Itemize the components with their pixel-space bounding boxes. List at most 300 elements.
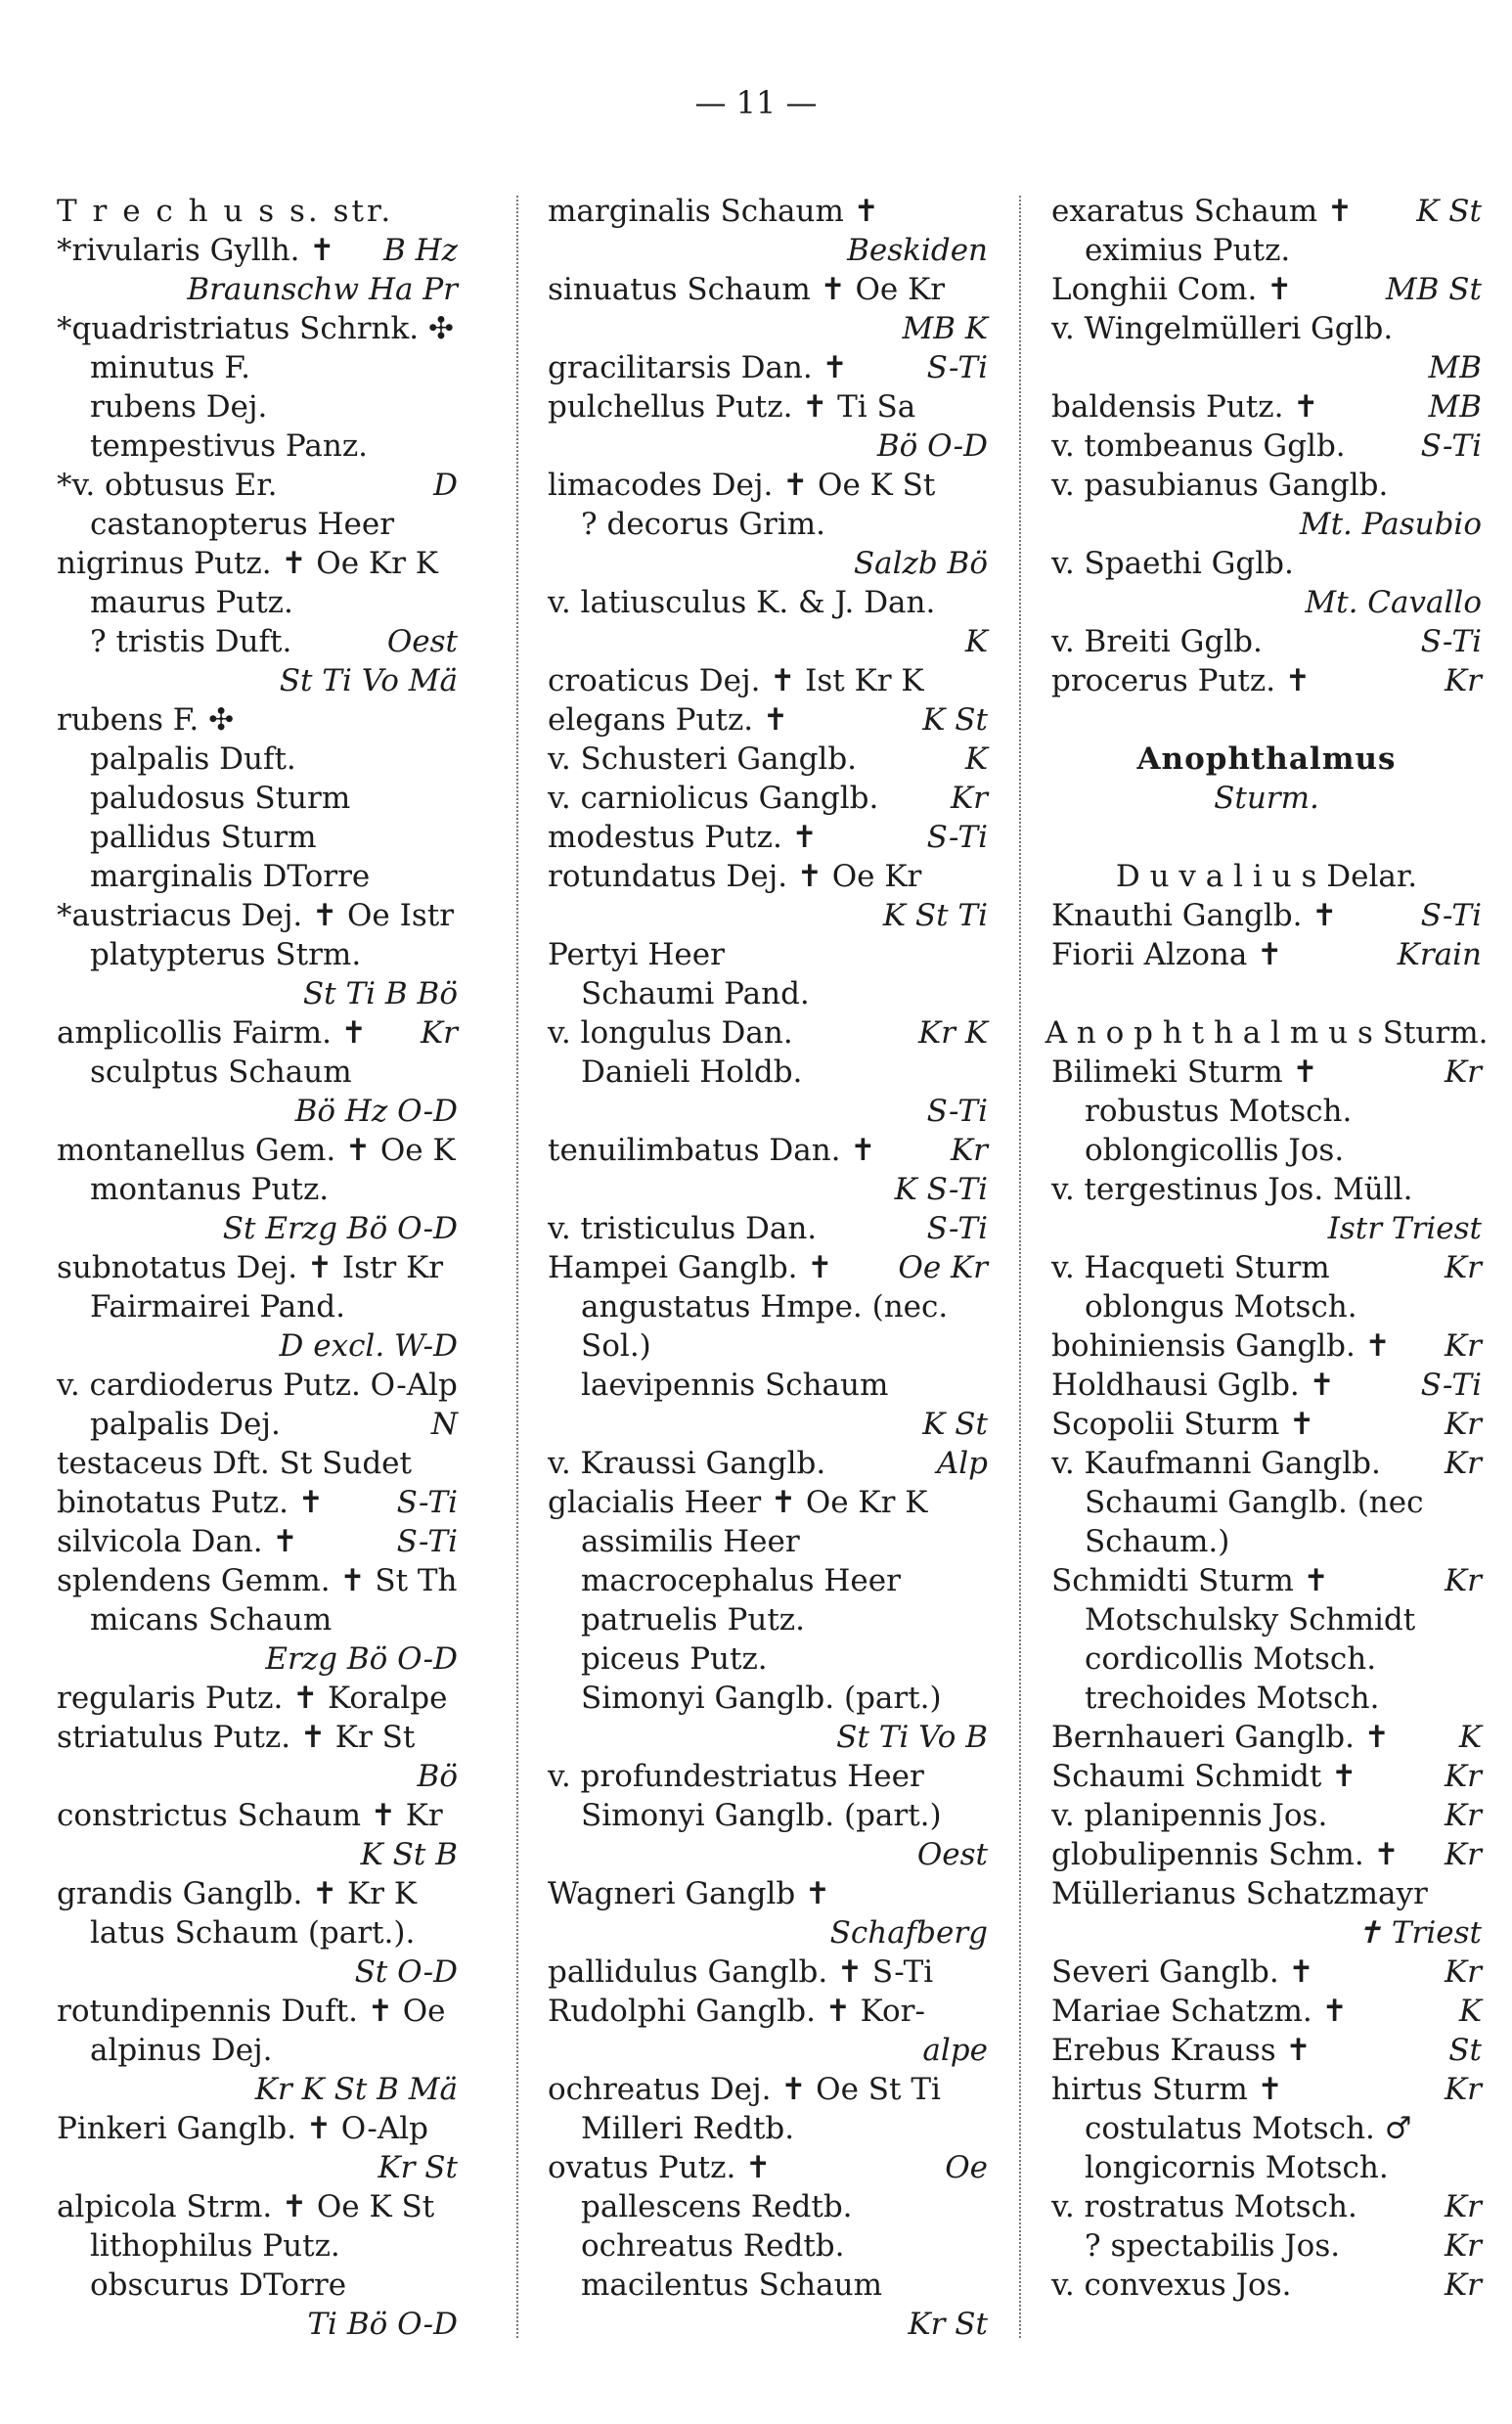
locality-abbrev: St Ti B Bö: [302, 976, 458, 1011]
locality-abbrev: S-Ti: [926, 1211, 988, 1246]
locality-abbrev: Kr: [1445, 1055, 1482, 1090]
species-line: [548, 1953, 988, 1992]
species-name: alpinus Dej.: [90, 2033, 273, 2068]
species-line: [548, 1835, 988, 1874]
species-line: [57, 1209, 458, 1248]
species-line: [57, 466, 458, 505]
species-name: alpicola Strm. ✝ Oe K St: [57, 2189, 435, 2224]
species-line: [548, 1639, 988, 1679]
species-line: [57, 1092, 458, 1131]
species-name: ochreatus Redtb.: [581, 2228, 845, 2264]
species-name: tenuilimbatus Dan. ✝: [548, 1133, 876, 1168]
locality-abbrev: K St: [1416, 194, 1482, 229]
species-line: [548, 1092, 988, 1131]
locality-abbrev: S-Ti: [1420, 428, 1482, 464]
species-line: [1051, 1679, 1482, 1718]
species-line: [1051, 1913, 1482, 1953]
species-line: [1051, 505, 1482, 544]
species-name: Severi Ganglb. ✝: [1051, 1954, 1314, 1990]
species-line: [57, 935, 458, 974]
species-name: macrocephalus Heer: [581, 1563, 901, 1598]
locality-abbrev: ✝ Triest: [1356, 1915, 1482, 1951]
locality-abbrev: Salzb Bö: [853, 546, 988, 581]
species-name: v. latiusculus K. & J. Dan.: [548, 585, 936, 620]
species-name: v. Kraussi Ganglb.: [548, 1446, 826, 1481]
species-line: [1051, 896, 1482, 935]
species-line: [57, 1522, 458, 1561]
species-line: [1051, 779, 1482, 818]
locality-abbrev: S-Ti: [1420, 898, 1482, 933]
species-line: [1051, 1366, 1482, 1405]
species-line: [57, 192, 458, 231]
locality-abbrev: S-Ti: [926, 1094, 988, 1129]
locality-abbrev: MB: [1428, 389, 1482, 425]
species-line: [548, 2305, 988, 2344]
species-name: micans Schaum: [90, 1602, 333, 1638]
species-name: Longhii Com. ✝: [1051, 272, 1293, 307]
species-name: Holdhausi Gglb. ✝: [1051, 1368, 1335, 1403]
species-line: [1051, 1874, 1482, 1913]
species-name: pallescens Redtb.: [581, 2189, 853, 2224]
species-name: trechoides Motsch.: [1085, 1681, 1380, 1716]
locality-abbrev: Kr: [1445, 2228, 1482, 2264]
species-name: constrictus Schaum ✝ Kr: [57, 1798, 443, 1833]
species-line: [548, 1718, 988, 1757]
locality-abbrev: D excl. W-D: [279, 1328, 458, 1364]
species-name: Motschulsky Schmidt: [1085, 1602, 1416, 1638]
species-line: [1051, 348, 1482, 387]
species-name: v. rostratus Motsch.: [1051, 2189, 1357, 2224]
species-line: [1051, 1522, 1482, 1561]
species-line: [1051, 2187, 1482, 2226]
species-name: v. Spaethi Gglb.: [1051, 546, 1294, 581]
species-name: ? decorus Grim.: [581, 507, 825, 542]
species-line: [57, 896, 458, 935]
locality-abbrev: Bö O-D: [876, 428, 988, 464]
species-line: [548, 1405, 988, 1444]
species-name: lithophilus Putz.: [90, 2228, 340, 2264]
species-line: [57, 544, 458, 583]
locality-abbrev: MB K: [902, 311, 988, 346]
species-line: [1051, 622, 1482, 661]
locality-abbrev: Schafberg: [829, 1915, 988, 1951]
species-line: [1051, 1131, 1482, 1170]
locality-abbrev: K St: [922, 1407, 988, 1442]
species-line: [57, 700, 458, 740]
species-name: robustus Motsch.: [1085, 1094, 1353, 1129]
species-line: [57, 818, 458, 857]
locality-abbrev: Istr Triest: [1327, 1211, 1482, 1246]
locality-abbrev: St Ti Vo Mä: [279, 663, 458, 698]
species-line: [1051, 309, 1482, 348]
species-name: glacialis Heer ✝ Oe Kr K: [548, 1485, 928, 1520]
species-line: [548, 1287, 988, 1326]
species-line: [1051, 1639, 1482, 1679]
species-name: A n o p h t h a l m u s Sturm.: [1045, 1015, 1489, 1051]
locality-abbrev: Oest: [916, 1837, 988, 1872]
species-name: obscurus DTorre: [90, 2267, 347, 2303]
locality-abbrev: St Ti Vo B: [836, 1720, 988, 1755]
species-line: [57, 2109, 458, 2148]
species-line: [57, 2305, 458, 2344]
locality-abbrev: Kr K St B Mä: [254, 2072, 458, 2107]
species-line: [548, 622, 988, 661]
species-name: v. convexus Jos.: [1051, 2267, 1292, 2303]
species-line: [57, 1287, 458, 1326]
species-name: procerus Putz. ✝: [1051, 663, 1311, 698]
species-line: [1051, 387, 1482, 426]
species-line: [548, 309, 988, 348]
species-line: [57, 2031, 458, 2070]
species-name: Schaum.): [1085, 1524, 1230, 1559]
species-line: [548, 348, 988, 387]
species-line: [57, 2226, 458, 2266]
species-line: [57, 1248, 458, 1287]
species-line: [57, 1053, 458, 1092]
species-line: [57, 1600, 458, 1639]
locality-abbrev: MB St: [1385, 272, 1482, 307]
page-number: — 11 —: [694, 84, 818, 121]
species-line: [548, 1757, 988, 1796]
locality-abbrev: Kr: [1445, 1759, 1482, 1794]
species-line: [1051, 1483, 1482, 1522]
species-name: montanus Putz.: [90, 1172, 330, 1207]
species-name: subnotatus Dej. ✝ Istr Kr: [57, 1250, 444, 1285]
column-right: [1045, 192, 1489, 2305]
species-line: [57, 1796, 458, 1835]
species-line: [57, 1405, 458, 1444]
species-name: Erebus Krauss ✝: [1051, 2033, 1312, 2068]
species-name: Scopolii Sturm ✝: [1051, 1407, 1315, 1442]
locality-abbrev: Ti Bö O-D: [307, 2307, 458, 2342]
locality-abbrev: Oe: [945, 2150, 988, 2185]
species-name: regularis Putz. ✝ Koralpe: [57, 1681, 448, 1716]
species-name: palpalis Dej.: [90, 1407, 281, 1442]
species-name: Mariae Schatzm. ✝: [1051, 1994, 1348, 2029]
species-line: [57, 505, 458, 544]
species-line: [548, 1170, 988, 1209]
species-line: [548, 1209, 988, 1248]
locality-abbrev: B Hz: [382, 233, 458, 268]
species-line: [548, 2187, 988, 2226]
locality-abbrev: K: [964, 624, 988, 659]
species-line: [57, 270, 458, 309]
column-left: [57, 192, 458, 2344]
species-name: Hampei Ganglb. ✝: [548, 1250, 833, 1285]
species-line: [57, 2187, 458, 2226]
locality-abbrev: Kr: [951, 1133, 988, 1168]
species-line: [1051, 1796, 1482, 1835]
species-line: [548, 544, 988, 583]
species-line: [548, 1248, 988, 1287]
species-line: [548, 740, 988, 779]
species-name: Fairmairei Pand.: [90, 1289, 345, 1324]
species-name: v. Hacqueti Sturm: [1051, 1250, 1330, 1285]
species-name: v. pasubianus Ganglb.: [1051, 468, 1389, 503]
species-name: elegans Putz. ✝: [548, 702, 788, 738]
species-name: striatulus Putz. ✝ Kr St: [57, 1720, 416, 1755]
species-line: [548, 2070, 988, 2109]
species-line: [548, 2109, 988, 2148]
locality-abbrev: K: [964, 741, 988, 777]
species-line: [1051, 1248, 1482, 1287]
species-name: Schaumi Ganglb. (nec: [1085, 1485, 1424, 1520]
locality-abbrev: St O-D: [354, 1954, 458, 1990]
species-line: [548, 505, 988, 544]
species-line: [1051, 740, 1482, 779]
locality-abbrev: S-Ti: [396, 1524, 458, 1559]
column-divider: [516, 196, 518, 2338]
locality-abbrev: K St: [922, 702, 988, 738]
species-name: v. profundestriatus Heer: [548, 1759, 924, 1794]
species-name: gracilitarsis Dan. ✝: [548, 350, 848, 385]
species-line: [57, 1326, 458, 1366]
species-name: rubens Dej.: [90, 389, 268, 425]
species-line: [1045, 1013, 1489, 1053]
species-line: [548, 1366, 988, 1405]
species-line: [548, 700, 988, 740]
species-name: Müllerianus Schatzmayr: [1051, 1876, 1428, 1911]
locality-abbrev: N: [430, 1407, 458, 1442]
species-line: [548, 1992, 988, 2031]
species-name: Fiorii Alzona ✝: [1051, 937, 1283, 972]
species-line: [548, 1600, 988, 1639]
species-name: eximius Putz.: [1085, 233, 1291, 268]
species-name: Simonyi Ganglb. (part.): [581, 1798, 942, 1833]
species-line: [57, 2266, 458, 2305]
species-name: hirtus Sturm ✝: [1051, 2072, 1283, 2107]
species-name: oblongus Motsch.: [1085, 1289, 1357, 1324]
species-name: Bilimeki Sturm ✝: [1051, 1055, 1318, 1090]
locality-abbrev: Kr: [1445, 1250, 1482, 1285]
species-line: [57, 1757, 458, 1796]
species-line: [1051, 818, 1482, 857]
locality-abbrev: Kr: [1445, 2267, 1482, 2303]
species-line: [57, 1444, 458, 1483]
species-line: [548, 1326, 988, 1366]
species-line: [57, 1835, 458, 1874]
column-divider: [1019, 196, 1021, 2338]
species-line: [1051, 935, 1482, 974]
species-line: [1051, 1953, 1482, 1992]
species-line: [57, 974, 458, 1013]
species-name: laevipennis Schaum: [581, 1368, 889, 1403]
species-name: montanellus Gem. ✝ Oe K: [57, 1133, 456, 1168]
locality-abbrev: Kr: [1445, 2189, 1482, 2224]
species-name: Schaumi Pand.: [581, 976, 810, 1011]
species-name: Pertyi Heer: [548, 937, 725, 972]
species-name: patruelis Putz.: [581, 1602, 805, 1638]
locality-abbrev: Kr: [1445, 1954, 1482, 1990]
locality-abbrev: Sturm.: [1214, 781, 1319, 816]
species-line: [1051, 2226, 1482, 2266]
column-middle: [548, 192, 988, 2344]
species-name: macilentus Schaum: [581, 2267, 882, 2303]
species-line: [1051, 2148, 1482, 2187]
species-line: [57, 2070, 458, 2109]
locality-abbrev: St Erzg Bö O-D: [222, 1211, 458, 1246]
species-name: rotundatus Dej. ✝ Oe Kr: [548, 859, 922, 894]
species-line: [1051, 2266, 1482, 2305]
species-line: [57, 309, 458, 348]
species-line: [548, 1561, 988, 1600]
species-name: castanopterus Heer: [90, 507, 395, 542]
species-line: [1051, 2070, 1482, 2109]
species-line: [57, 1639, 458, 1679]
species-line: [57, 426, 458, 466]
species-name: amplicollis Fairm. ✝: [57, 1015, 367, 1051]
species-name: Rudolphi Ganglb. ✝ Kor-: [548, 1994, 925, 2029]
species-line: [1051, 231, 1482, 270]
species-name: Simonyi Ganglb. (part.): [581, 1681, 942, 1716]
locality-abbrev: Oest: [386, 624, 458, 659]
species-name: Sol.): [581, 1328, 651, 1364]
species-name: paludosus Sturm: [90, 781, 351, 816]
species-name: ovatus Putz. ✝: [548, 2150, 772, 2185]
species-name: pallidus Sturm: [90, 820, 317, 855]
species-name: marginalis Schaum ✝: [548, 194, 879, 229]
species-name: sculptus Schaum: [90, 1055, 352, 1090]
species-name: Danieli Holdb.: [581, 1055, 803, 1090]
species-line: [548, 583, 988, 622]
locality-abbrev: S-Ti: [1420, 1368, 1482, 1403]
species-name: piceus Putz.: [581, 1641, 768, 1677]
species-line: [548, 896, 988, 935]
species-name: Schaumi Schmidt ✝: [1051, 1759, 1357, 1794]
species-line: [548, 857, 988, 896]
species-line: [57, 1366, 458, 1405]
species-line: [1051, 426, 1482, 466]
species-line: [1051, 544, 1482, 583]
species-line: [1051, 270, 1482, 309]
locality-abbrev: K S-Ti: [894, 1172, 988, 1207]
species-line: [57, 740, 458, 779]
species-line: [548, 1679, 988, 1718]
species-line: [57, 583, 458, 622]
locality-abbrev: Kr: [1445, 1563, 1482, 1598]
locality-abbrev: S-Ti: [926, 820, 988, 855]
species-name: tempestivus Panz.: [90, 428, 369, 464]
locality-abbrev: S-Ti: [1420, 624, 1482, 659]
species-line: [57, 1131, 458, 1170]
species-line: [1051, 1600, 1482, 1639]
locality-abbrev: Kr St: [378, 2150, 458, 2185]
species-name: Milleri Redtb.: [581, 2111, 795, 2146]
species-line: [57, 2148, 458, 2187]
locality-abbrev: Kr: [1445, 1837, 1482, 1872]
species-line: [1051, 1209, 1482, 1248]
locality-abbrev: Kr: [1445, 663, 1482, 698]
species-line: [548, 779, 988, 818]
species-line: [1051, 1326, 1482, 1366]
locality-abbrev: Oe Kr: [898, 1250, 988, 1285]
species-line: [548, 1013, 988, 1053]
species-name: *quadristriatus Schrnk. ✣: [57, 311, 454, 346]
species-name: modestus Putz. ✝: [548, 820, 818, 855]
species-name: nigrinus Putz. ✝ Oe Kr K: [57, 546, 438, 581]
species-line: [548, 974, 988, 1013]
species-line: [57, 1913, 458, 1953]
species-name: ochreatus Dej. ✝ Oe St Ti: [548, 2072, 941, 2107]
locality-abbrev: Kr: [1445, 1446, 1482, 1481]
species-name: Wagneri Ganglb ✝: [548, 1876, 831, 1911]
species-line: [548, 2266, 988, 2305]
species-name: marginalis DTorre: [90, 859, 371, 894]
species-line: [1051, 857, 1482, 896]
species-line: [548, 387, 988, 426]
species-line: [57, 1483, 458, 1522]
species-line: [57, 348, 458, 387]
species-line: [57, 1992, 458, 2031]
species-name: *rivularis Gyllh. ✝: [57, 233, 335, 268]
species-line: [548, 1131, 988, 1170]
locality-abbrev: Kr: [1445, 1328, 1482, 1364]
locality-abbrev: S-Ti: [396, 1485, 458, 1520]
species-line: [1051, 1757, 1482, 1796]
species-name: cordicollis Motsch.: [1085, 1641, 1377, 1677]
locality-abbrev: Kr St: [908, 2307, 988, 2342]
species-name: binotatus Putz. ✝: [57, 1485, 324, 1520]
species-name: v. Breiti Gglb.: [1051, 624, 1263, 659]
species-line: [57, 661, 458, 700]
locality-abbrev: K St B: [360, 1837, 458, 1872]
species-name: costulatus Motsch. ♂: [1085, 2111, 1412, 2146]
species-line: [1051, 1092, 1482, 1131]
species-name: T r e c h u s s. str.: [57, 194, 394, 229]
locality-abbrev: St: [1448, 2033, 1482, 2068]
locality-abbrev: Bö Hz O-D: [294, 1094, 458, 1129]
species-line: [57, 1170, 458, 1209]
species-name: angustatus Hmpe. (nec.: [581, 1289, 949, 1324]
species-line: [57, 1679, 458, 1718]
species-name: v. Wingelmülleri Gglb.: [1051, 311, 1394, 346]
locality-abbrev: K St Ti: [882, 898, 988, 933]
species-line: [548, 1913, 988, 1953]
locality-abbrev: D: [433, 468, 458, 503]
species-line: [548, 2148, 988, 2187]
species-line: [57, 387, 458, 426]
species-name: v. tombeanus Gglb.: [1051, 428, 1346, 464]
species-name: v. longulus Dan.: [548, 1015, 793, 1051]
species-line: [1051, 1718, 1482, 1757]
species-line: [548, 231, 988, 270]
species-name: *austriacus Dej. ✝ Oe Istr: [57, 898, 455, 933]
locality-abbrev: Mt. Pasubio: [1299, 507, 1482, 542]
species-name: ? spectabilis Jos.: [1085, 2228, 1341, 2264]
species-line: [548, 426, 988, 466]
species-name: rotundipennis Duft. ✝ Oe: [57, 1994, 446, 2029]
species-name: D u v a l i u s Delar.: [1115, 859, 1418, 894]
species-line: [1051, 2031, 1482, 2070]
species-line: [57, 1561, 458, 1600]
species-name: baldensis Putz. ✝: [1051, 389, 1319, 425]
species-line: [548, 2031, 988, 2070]
species-name: limacodes Dej. ✝ Oe K St: [548, 468, 936, 503]
locality-abbrev: Bö: [417, 1759, 458, 1794]
locality-abbrev: K: [1458, 1720, 1482, 1755]
locality-abbrev: Kr: [1445, 1407, 1482, 1442]
locality-abbrev: Beskiden: [847, 233, 988, 268]
species-name: grandis Ganglb. ✝ Kr K: [57, 1876, 417, 1911]
species-line: [57, 1874, 458, 1913]
locality-abbrev: Kr: [1445, 2072, 1482, 2107]
species-name: globulipennis Schm. ✝: [1051, 1837, 1400, 1872]
species-line: [57, 1718, 458, 1757]
species-line: [1051, 1835, 1482, 1874]
locality-abbrev: MB: [1428, 350, 1482, 385]
species-line: [1051, 1053, 1482, 1092]
species-line: [1051, 1992, 1482, 2031]
